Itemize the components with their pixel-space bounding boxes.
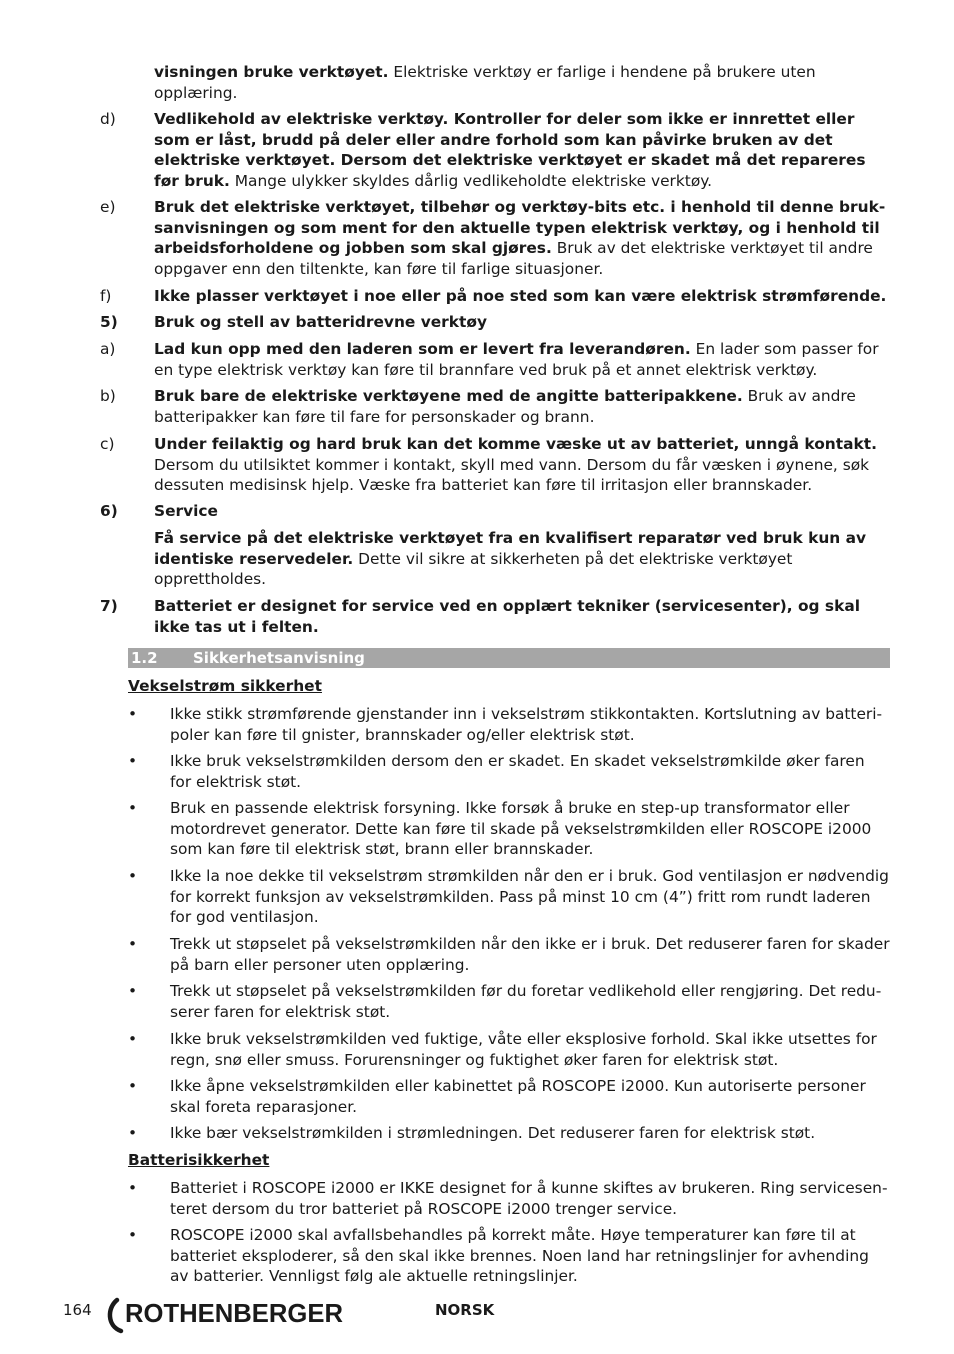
list-label: d) (100, 110, 116, 128)
bullet-text: Ikke bruk vekselstrømkilden dersom den er skadet. En skadet vekselstrømkilde øker faren for elektrisk støt. (170, 752, 865, 791)
bullet-icon: • (128, 867, 138, 885)
list-text: Dersom du utilsiktet kommer i kontakt, skyll med vann. Dersom du får væsken i øynene, søk dessuten medisinsk hjelp. Væske fra batteriet kan føre til irritasjon eller brannskader. (154, 455, 870, 494)
service-paragraph (154, 528, 890, 590)
list-label: c) (100, 435, 115, 453)
section-title: Sikkerhetsanvisning (193, 649, 365, 667)
list-label: b) (100, 387, 116, 405)
bullet-text: Bruk en passende elektrisk forsyning. Ikke forsøk å bruke en step-up transformator eller motordrevet generator. Dette kan føre til skade på vekselstrømkilden eller ROSCOPE i2000 som kan føre til elektrisk støt, brann eller brannskader. (170, 799, 872, 858)
list-item (128, 1178, 890, 1219)
list-item (128, 1225, 890, 1287)
bullet-icon: • (128, 752, 138, 770)
rothenberger-logo (103, 1296, 348, 1334)
intro-text: Elektriske verktøy er farlige i hendene på brukere uten opplæring. (154, 63, 816, 102)
list-item (128, 798, 890, 860)
list-bold: Service (154, 502, 218, 520)
bullet-text: ROSCOPE i2000 skal avfallsbehandles på korrekt måte. Høye temperaturer kan føre til at batteriet eksploderer, så den skal ikke brennes. Noen land har retningslinjer for avhending av batterier. Vennligst følg ale aktuelle retningslinjer. (170, 1226, 869, 1285)
list-item (128, 981, 890, 1022)
list-bold: Bruk bare de elektriske verktøyene med de angitte batteripakkene. (154, 387, 743, 405)
list-label: 5) (100, 313, 118, 331)
list-item-d (100, 109, 890, 191)
page-number: 164 (63, 1301, 92, 1319)
bullet-text: Ikke stikk strømførende gjenstander inn i vekselstrøm stikkontakten. Kortslutning av batteripoler kan føre til gnister, brannskader og/eller elektrisk støt. (170, 705, 883, 744)
list-label: 7) (100, 597, 118, 615)
list-bold: Lad kun opp med den laderen som er levert fra leverandøren. (154, 340, 691, 358)
list-text: Mange ulykker skyldes dårlig vedlikeholdte elektriske verktøy. (229, 171, 713, 190)
list-item-7 (100, 596, 890, 637)
bullet-text: Ikke åpne vekselstrømkilden eller kabinettet på ROSCOPE i2000. Kun autoriserte personer skal foreta reparasjoner. (170, 1077, 866, 1116)
list-bold: Bruk og stell av batteridrevne verktøy (154, 313, 487, 331)
bullet-icon: • (128, 799, 138, 817)
list-item-f (100, 286, 890, 307)
list-bold: Vedlikehold av elektriske verktøy. Kontroller for deler som ikke er innrettet eller som er låst, brudd på deler eller andre forhold som kan påvirke bruken av det elektriske verktøyet. Dersom det elektriske verktøyet er skadet må det repareres før bruk. (154, 110, 866, 190)
bullet-text: Batteriet i ROSCOPE i2000 er IKKE designet for å kunne skiftes av brukeren. Ring servicesenteret dersom du tror batteriet på ROSCOPE i2000 trenger service. (170, 1179, 888, 1218)
section-heading-bar (128, 648, 890, 668)
list-item-a (100, 339, 890, 380)
ac-safety-heading: Vekselstrøm sikkerhet (128, 677, 322, 695)
bullet-text: Trekk ut støpselet på vekselstrømkilden før du foretar vedlikehold eller rengjøring. Det reduserer faren for elektrisk støt. (170, 982, 882, 1021)
list-label: 6) (100, 502, 118, 520)
bullet-text: Ikke bær vekselstrømkilden i strømledningen. Det reduserer faren for elektrisk støt. (170, 1124, 816, 1142)
section-number: 1.2 (131, 649, 158, 667)
list-item (128, 1029, 890, 1070)
bullet-text: Trekk ut støpselet på vekselstrømkilden når den ikke er i bruk. Det reduserer faren for skader på barn eller personer uten opplæring. (170, 935, 890, 974)
list-item-e (100, 197, 890, 279)
bullet-text: Ikke la noe dekke til vekselstrøm strømkilden når den er i bruk. God ventilasjon er nødvendig for korrekt funksjon av vekselstrømkilden. Pass på minst 10 cm (4”) fritt rom rundt laderen for god ventilasjon. (170, 867, 889, 926)
bullet-icon: • (128, 1030, 138, 1048)
list-item (128, 704, 890, 745)
list-item-b (100, 386, 890, 427)
bullet-icon: • (128, 705, 138, 723)
bullet-icon: • (128, 982, 138, 1000)
intro-paragraph (154, 62, 890, 103)
list-item-5 (100, 312, 890, 333)
list-bold: Ikke plasser verktøyet i noe eller på noe sted som kan være elektrisk strømførende. (154, 287, 887, 305)
bullet-icon: • (128, 1077, 138, 1095)
list-text: Bruk av det elektriske verktøyet til andre oppgaver enn den tiltenkte, kan føre til farlige situasjoner. (154, 239, 873, 278)
list-item-6 (100, 501, 890, 522)
list-text: En lader som passer for en type elektrisk verktøy kan føre til brannfare ved bruk på et annet elektrisk verktøy. (154, 340, 879, 379)
language-label: NORSK (435, 1301, 495, 1319)
list-label: a) (100, 340, 116, 358)
list-item (128, 1123, 890, 1144)
list-item (128, 751, 890, 792)
list-item (128, 1076, 890, 1117)
bullet-text: Ikke bruk vekselstrømkilden ved fuktige, våte eller eksplosive forhold. Skal ikke utsettes for regn, snø eller smuss. Forurensninger og fuktighet øker faren for elektrisk støt. (170, 1030, 877, 1069)
list-item (128, 934, 890, 975)
list-item-c (100, 434, 890, 496)
bullet-icon: • (128, 1226, 138, 1244)
list-label: e) (100, 198, 116, 216)
logo-wordmark: ROTHENBERGER (125, 1298, 344, 1328)
list-item (128, 866, 890, 928)
list-bold: Under feilaktig og hard bruk kan det komme væske ut av batteriet, unngå kontakt. (154, 435, 877, 453)
list-text: Bruk av andre batteripakker kan føre til fare for personskader og brann. (154, 387, 856, 426)
service-text: Dette vil sikre at sikkerheten på det elektriske verktøyet opprettholdes. (154, 549, 793, 588)
battery-safety-heading: Batterisikkerhet (128, 1151, 270, 1169)
list-bold: Batteriet er designet for service ved en opplært tekniker (servicesenter), og skal ikke tas ut i felten. (154, 597, 860, 636)
bullet-icon: • (128, 1179, 138, 1197)
bullet-icon: • (128, 1124, 138, 1142)
list-bold: Bruk det elektriske verktøyet, tilbehør og verktøy-bits etc. i henhold til denne bruksanvisningen og som ment for den aktuelle typen elektrisk verktøy, og i henhold til arbeidsforholdene og jobben som skal gjøres. (154, 198, 886, 257)
list-label: f) (100, 287, 112, 305)
intro-bold: visningen bruke verktøyet. (154, 63, 389, 81)
bullet-icon: • (128, 935, 138, 953)
page-footer (0, 1296, 954, 1336)
service-bold: Få service på det elektriske verktøyet fra en kvalifisert reparatør ved bruk kun av identiske reservedeler. (154, 529, 867, 568)
